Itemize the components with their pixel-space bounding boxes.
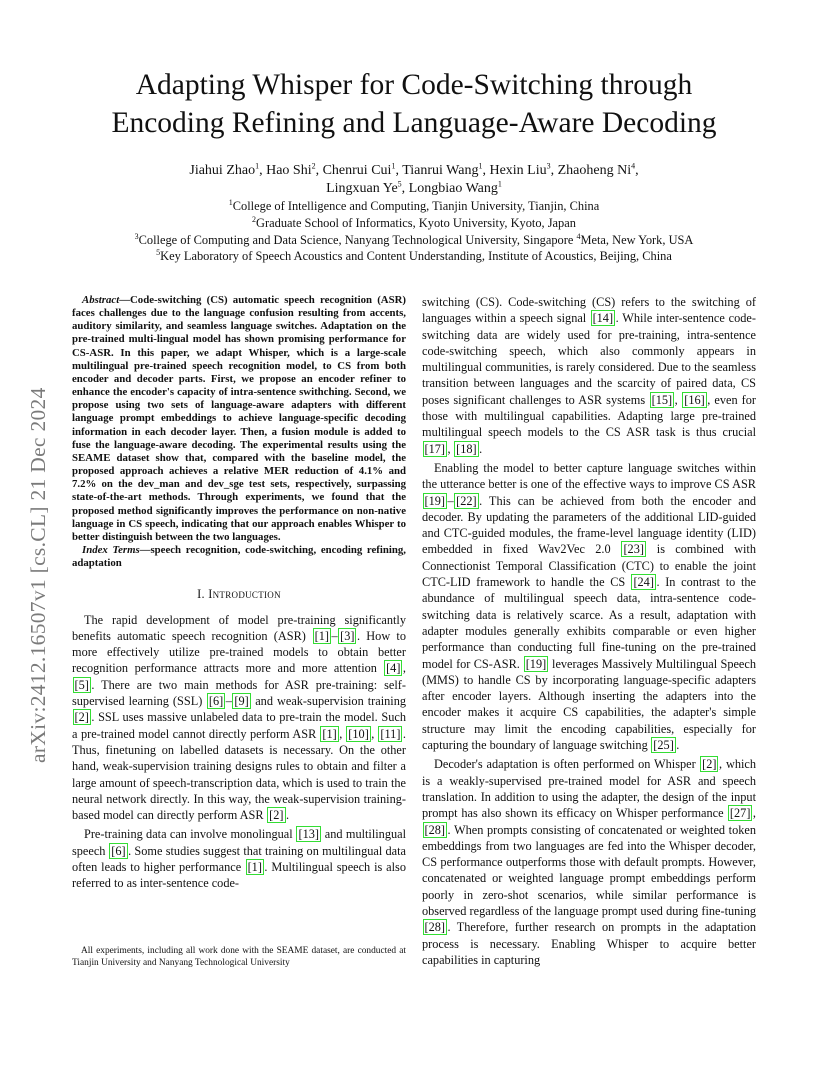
author-name: Lingxuan Ye <box>326 181 398 196</box>
citation-link[interactable]: [14] <box>592 311 614 326</box>
affiliation-mark: 5 <box>156 248 161 258</box>
citation-link[interactable]: [10] <box>348 726 369 741</box>
citation-link[interactable]: [9] <box>234 694 249 709</box>
section-heading <box>72 586 406 602</box>
author-affil-mark: 5 <box>397 179 402 189</box>
author-name: Hao Shi <box>266 163 312 178</box>
abstract-label: Abstract <box>82 294 120 306</box>
author-affil-mark: 1 <box>497 179 502 189</box>
author-line-1: Jiahui Zhao$^1$, Hao Shi$^2$, Chenrui Cui$^1$, Tianrui Wang$^1$, Hexin Liu$^3$, Zhaoheng Ni$^4$, <box>189 161 639 178</box>
citation-link[interactable]: [16] <box>684 392 705 407</box>
citation-link[interactable]: [15] <box>651 392 673 407</box>
citation-link[interactable]: [27] <box>729 806 751 821</box>
affiliation-text: College of Intelligence and Computing, Tianjin University, Tianjin, China <box>232 199 600 213</box>
paragraph: Decoder's adaptation is often performed on Whisper [2] , which is a weakly-supervised pre-trained model for ASR and speech translation. In addition to using the adapter, the design of the input prompt has also shown its efficacy on Whisper performance [27] , [28] . When prompts consisting of concatenated or weighted token embeddings from two languages are fed into the Whisper decoder, CS performance outperforms those with default prompts. However, concatenated or weighted language prompt embeddings perform poorly in zero-shot scenarios, while similar performance is observed regardless of the language prompt used during fine-tuning [28] . Therefore, further research on prompts in the adaptation process is necessary. Enabling Whisper to acquire better capabilities in capturing <box>422 757 757 967</box>
citation-link[interactable]: [13] <box>298 827 319 842</box>
affiliation-text: College of Computing and Data Science, Nanyang Technological University, Singapore <box>138 232 577 247</box>
paragraph: The rapid development of model pre-training significantly benefits automatic speech recognition (ASR) [1] – [3] . How to more effectively utilize pre-trained models to obtain better recognition performance attracts more and more attention [4] , [5] . There are two main methods for ASR pre-training: self-supervised learning (SSL) [6] – [9] and weak-supervision training [2] . SSL uses massive unlabeled data to pre-train the model. Such a pre-trained model cannot directly perform ASR [1] , [10] , [11] . Thus, finetuning on labelled datasets is necessary. On the other hand, weak-supervision training designs rules to obtain and filter a large amount of speech-transcription data, which is used to train the neural network directly. In this way, the weak-supervision training-based model can directly perform ASR [2] . <box>72 612 407 823</box>
title-line-1: Adapting Whisper for Code-Switching through <box>135 69 693 101</box>
paper-title <box>60 66 768 142</box>
affiliation <box>60 248 768 265</box>
citation-link[interactable]: [11] <box>380 726 401 741</box>
citation-link[interactable]: [1] <box>314 628 329 643</box>
affiliation <box>60 215 768 232</box>
author-name: Chenrui Cui <box>322 163 392 178</box>
author-name: Jiahui Zhao <box>189 163 256 178</box>
citation-link[interactable]: [6] <box>111 843 126 858</box>
author-name: Tianrui Wang <box>402 163 479 178</box>
index-terms: Index Terms—speech recognition, code-switching, encoding refining, adaptation <box>72 543 406 570</box>
citation-link[interactable]: [19] <box>424 493 445 508</box>
affiliation-text: Key Laboratory of Speech Acoustics and Content Understanding, Institute of Acoustics, Beijing, China <box>160 249 672 264</box>
author-list <box>80 162 748 198</box>
citation-link[interactable]: [28] <box>424 920 445 935</box>
citation-link[interactable]: [2] <box>702 757 717 772</box>
citation-link[interactable]: [24] <box>633 575 654 590</box>
abstract-text: Code-switching (CS) automatic speech recognition (ASR) faces challenges due to the language confusion resulting from accents, auditory similarity, and seamless language switches. Adaptation on the pre-trained multi-lingual model has shown promising performance for CS-ASR. In this paper, we adapt Whisper, which is a large-scale multilingual pre-trained speech recognition model, to CS from both encoder and decoder parts. First, we propose an encoder refiner to enhance the encoder's capacity of intra-sentence swithching. Second, we propose using two sets of language-aware adapters with different language prompt embeddings to achieve language-specific decoding information in each decoder layer. Then, a fusion module is added to fuse the language-aware decoding. The experimental results using the SEAME dataset show that, compared with the baseline model, the proposed approach achieves a relative MER reduction of 4.1% and 7.2% on the dev_man and dev_sge test sets, respectively, surpassing state-of-the-art methods. Through experiments, we found that the proposed method significantly improves the performance on non-native language in CS speech, indicating that our approach enables Whisper to better distinguish between the two languages. <box>72 294 406 543</box>
affiliation-text: Meta, New York, USA <box>580 232 694 247</box>
paragraph: Enabling the model to better capture language switches within the utterance better is one of the effective ways to improve CS ASR [19] – [22] . This can be achieved from both the encoder and decoder. By updating the parameters of the additional LID-guided and CTC-guided modules, the frame-level language identity (LID) embedded in fixed Wav2Vec 2.0 [23] is combined with Connectionist Temporal Classification (CTC) to enable the joint CTC-LID framework to handle the CS [24] . In contrast to the abundance of multilingual speech data, intra-sentence code-switching data is relatively scarce. As a result, adaptation with adapter modules generally exhibits comparable or even higher performance than conducting full fine-tuning on the pre-trained model for CS-ASR. [19] leverages Massively Multilingual Speech (MMS) to handle CS by incorporating language-specific adapters after encoder layers. Although inserting the adapters into the encoder makes it acquire CS capabilities, the adapter's simple structure may limit the encoding capabilities, especially for capturing the boundary of language switching [25] . <box>422 460 756 753</box>
citation-link[interactable]: [23] <box>623 542 644 557</box>
author-affil-mark: 3 <box>546 161 551 171</box>
section-title: Introduction <box>208 587 281 602</box>
section-numeral: I. <box>197 587 205 602</box>
title-line-2: Encoding Refining and Language-Aware Decoding <box>111 107 717 139</box>
citation-link[interactable]: [28] <box>424 822 445 837</box>
citation-link[interactable]: [2] <box>269 808 284 823</box>
citation-link[interactable]: [1] <box>247 860 262 875</box>
author-affil-mark: 4 <box>631 161 636 171</box>
index-terms-text: speech recognition, code-switching, encoding refining, adaptation <box>72 543 406 570</box>
arxiv-identifier-text: arXiv:2412.16507v1 [cs.CL] 21 Dec 2024 <box>26 387 50 763</box>
citation-link[interactable]: [5] <box>74 677 89 692</box>
citation-link[interactable]: [19] <box>525 656 547 671</box>
affiliation-mark: 2 <box>252 214 257 224</box>
arxiv-identifier[interactable] <box>26 288 50 763</box>
citation-link[interactable]: [3] <box>340 628 355 643</box>
footnote: All experiments, including all work done with the SEAME dataset, are conducted at Tianjin University and Nanyang Technological University <box>72 946 406 969</box>
citation-link[interactable]: [22] <box>456 493 477 508</box>
affiliation-mark: 3 <box>134 231 139 241</box>
paragraph: Pre-training data can involve monolingual [13] and multilingual speech [6] . Some studies suggest that training on multilingual data often leads to higher performance [1] . Multilingual speech is also referred to as inter-sentence code- <box>72 827 406 891</box>
affiliation <box>60 198 768 215</box>
affiliation-mark: 4 <box>576 231 581 241</box>
abstract: Abstract—Code-switching (CS) automatic speech recognition (ASR) faces challenges due to the language confusion resulting from accents, auditory similarity, and seamless language switches. Adaptation on the pre-trained multi-lingual model has shown promising performance for CS-ASR. In this paper, we adapt Whisper, which is a large-scale multilingual pre-trained speech recognition model, to CS from both encoder and decoder parts. First, we propose an encoder refiner to enhance the encoder's capacity of intra-sentence swithching. Second, we propose using two sets of language-aware adapters with different language prompt embeddings to achieve language-specific decoding information in each decoder layer. Then, a fusion module is added to fuse the language-aware decoding. The experimental results using the SEAME dataset show that, compared with the baseline model, the proposed approach achieves a relative MER reduction of 4.1% and 7.2% on the dev_man and dev_sge test sets, respectively, surpassing state-of-the-art methods. Through experiments, we found that the proposed method significantly improves the performance on non-native language in CS speech, indicating that our approach enables Whisper to better distinguish between the two languages. <box>72 294 406 543</box>
author-name: Longbiao Wang <box>408 181 498 196</box>
citation-link[interactable]: [1] <box>322 726 337 741</box>
index-terms-label: Index Terms <box>82 543 140 556</box>
citation-link[interactable]: [4] <box>386 661 401 676</box>
author-affil-mark: 1 <box>391 161 396 171</box>
author-name: Zhaoheng Ni <box>557 163 632 178</box>
citation-link[interactable]: [6] <box>208 694 224 709</box>
affiliation-list <box>60 198 768 265</box>
citation-link[interactable]: [2] <box>74 710 89 725</box>
author-affil-mark: 1 <box>478 161 483 171</box>
author-affil-mark: 1 <box>255 161 260 171</box>
left-column <box>72 294 406 892</box>
affiliation <box>60 232 768 249</box>
author-line-2: Lingxuan Ye$^5$, Longbiao Wang$^1$ <box>326 179 502 196</box>
author-name: Hexin Liu <box>489 163 547 178</box>
citation-link[interactable]: [18] <box>456 441 477 456</box>
right-body-text <box>422 294 756 968</box>
right-column <box>422 294 756 968</box>
paragraph: switching (CS). Code-switching (CS) refers to the switching of languages within a speech signal [14] . While inter-sentence code-switching data are widely used for pre-training, intra-sentence code-switching speech, which also commonly appears in multilingual communities, is rarely considered. Due to the seamless transition between languages and the scarcity of paired data, CS poses significant challenges to ASR systems [15] , [16] , even for those with multilingual capabilities. Adapting large pre-trained multilingual speech models to the CS ASR task is thus crucial [17] , [18] . <box>422 295 756 456</box>
left-body-text <box>72 612 406 892</box>
citation-link[interactable]: [17] <box>424 441 445 456</box>
affiliation-text: Graduate School of Informatics, Kyoto University, Kyoto, Japan <box>256 215 576 230</box>
author-affil-mark: 2 <box>311 161 316 171</box>
citation-link[interactable]: [25] <box>653 738 674 753</box>
affiliation-mark: 1 <box>228 197 233 207</box>
